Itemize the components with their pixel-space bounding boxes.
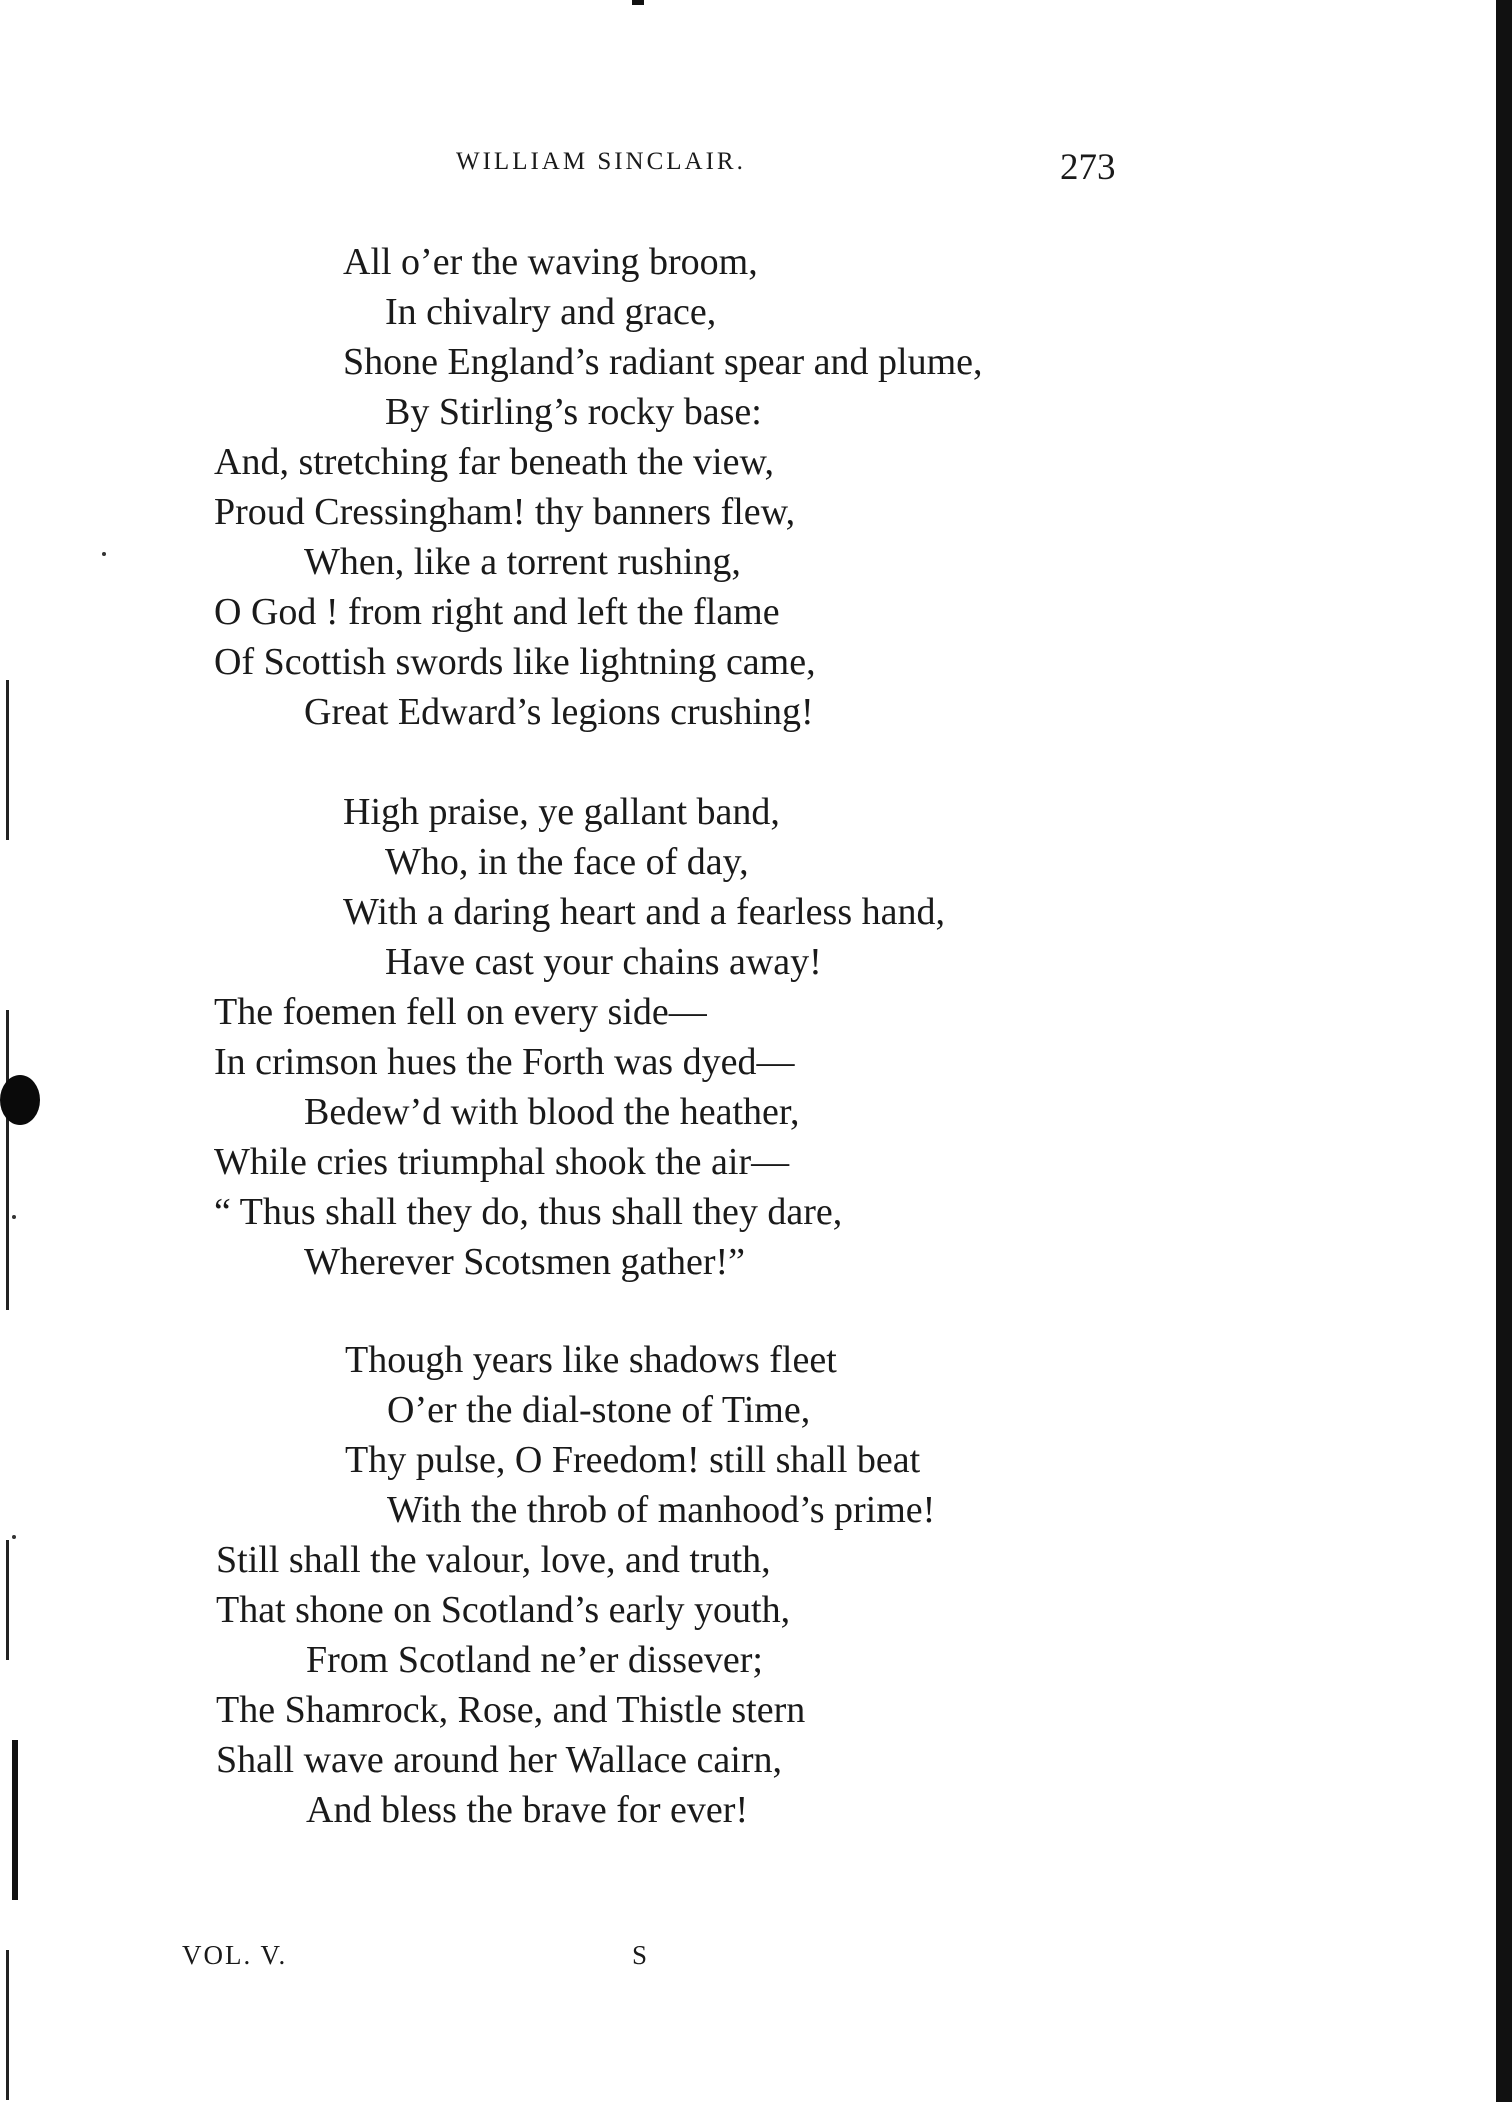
scan-edge-left [12, 1740, 18, 1900]
volume-label: VOL. V. [182, 1940, 288, 1970]
poem-line: Great Edward’s legions crushing! [304, 691, 814, 733]
poem-line: Shall wave around her Wallace cairn, [216, 1739, 782, 1781]
ink-speck [12, 1535, 16, 1539]
poem-line: High praise, ye gallant band, [343, 791, 780, 833]
poem-line: All o’er the waving broom, [343, 241, 758, 283]
poem-line: “ Thus shall they do, thus shall they dare, [214, 1191, 843, 1233]
poem-line: When, like a torrent rushing, [304, 541, 741, 583]
poem-line: While cries triumphal shook the air— [214, 1141, 790, 1183]
poem-line: And, stretching far beneath the view, [214, 441, 774, 483]
signature-mark: S [632, 1940, 648, 1970]
scan-edge-left [6, 1010, 9, 1310]
poem-line: That shone on Scotland’s early youth, [216, 1589, 791, 1631]
poem-line: Shone England’s radiant spear and plume, [343, 341, 983, 383]
poem-line: Who, in the face of day, [385, 841, 749, 883]
poem-line: Of Scottish swords like lightning came, [214, 641, 816, 683]
poem-line: With the throb of manhood’s prime! [387, 1489, 936, 1531]
scan-artifact-top [632, 0, 644, 5]
ink-blot [0, 1075, 40, 1125]
scan-edge-right [1496, 0, 1512, 2102]
poem-line: Bedew’d with blood the heather, [304, 1091, 800, 1133]
poem-line: The foemen fell on every side— [214, 991, 707, 1033]
poem-line: O God ! from right and left the flame [214, 591, 780, 633]
scan-edge-left [6, 1950, 9, 2100]
poem-line: Proud Cressingham! thy banners flew, [214, 491, 796, 533]
poem-line: Wherever Scotsmen gather!” [304, 1241, 746, 1283]
poem-line: The Shamrock, Rose, and Thistle stern [216, 1689, 806, 1731]
scan-edge-left [6, 1540, 9, 1660]
scan-edge-left [6, 680, 9, 840]
poem-line: Have cast your chains away! [385, 941, 822, 983]
poem-line: In crimson hues the Forth was dyed— [214, 1041, 795, 1083]
poem-line: Thy pulse, O Freedom! still shall beat [345, 1439, 921, 1481]
poem-line: And bless the brave for ever! [306, 1789, 749, 1831]
page-number: 273 [1060, 147, 1116, 188]
poem-line: By Stirling’s rocky base: [385, 391, 762, 433]
poem-line: From Scotland ne’er dissever; [306, 1639, 763, 1681]
ink-speck [102, 552, 106, 556]
poem-line: O’er the dial-stone of Time, [387, 1389, 811, 1431]
poem-line: In chivalry and grace, [385, 291, 717, 333]
running-head: WILLIAM SINCLAIR. [456, 148, 746, 175]
poem-line: Still shall the valour, love, and truth, [216, 1539, 771, 1581]
poem-line: With a daring heart and a fearless hand, [343, 891, 945, 933]
ink-speck [12, 1215, 16, 1219]
poem-line: Though years like shadows fleet [345, 1339, 837, 1381]
